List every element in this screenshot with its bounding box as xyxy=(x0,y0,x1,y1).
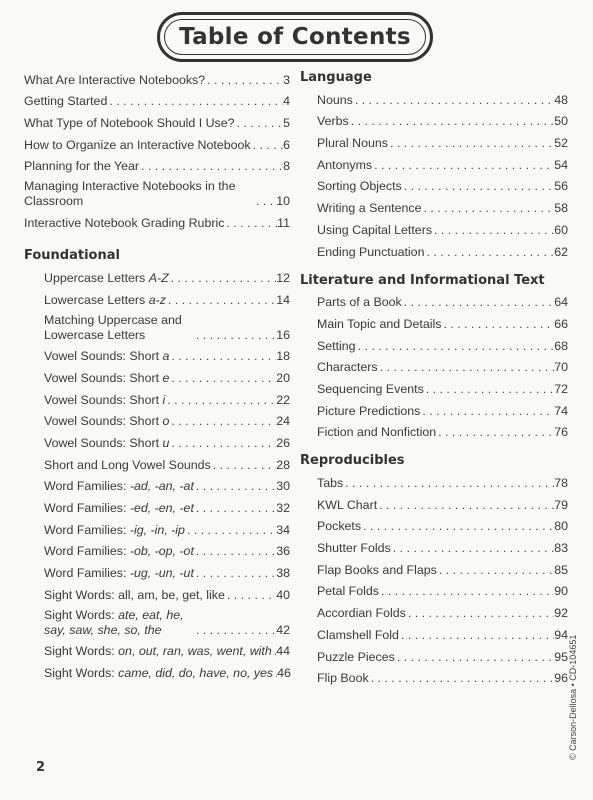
dot-leader xyxy=(169,414,276,429)
toc-page-number: 32 xyxy=(276,501,290,515)
toc-entry-title xyxy=(44,566,194,581)
toc-entry-label: Word Families: xyxy=(44,501,130,515)
toc-entry-label: Sight Words: xyxy=(44,666,119,681)
toc-page-number: 85 xyxy=(554,562,568,577)
toc-entry-italic-words: -ob, -op, -ot xyxy=(129,544,194,559)
toc-entry-title xyxy=(317,360,378,375)
toc-entry-italic-words: -ug, -un, -ut xyxy=(129,566,194,581)
toc-entry xyxy=(300,131,568,153)
toc-entry xyxy=(24,155,290,177)
toc-entry-label: Uppercase Letters xyxy=(44,270,149,285)
toc-entry-title xyxy=(24,179,254,209)
toc-entry-title xyxy=(44,414,169,429)
toc-entry-label: Sight Words: xyxy=(44,644,119,659)
toc-entry xyxy=(300,175,568,197)
toc-entry-italic-words: a-z xyxy=(148,292,166,307)
toc-entry-title xyxy=(317,245,424,260)
toc-entry-label: Plural Nouns xyxy=(317,136,388,151)
toc-entry-label: Antonyms xyxy=(317,157,373,172)
toc-entry xyxy=(24,345,290,367)
toc-page-number: 26 xyxy=(276,435,290,450)
dot-leader xyxy=(406,606,554,621)
toc-page-number: 80 xyxy=(554,519,568,534)
toc-entry-label: Word Families: xyxy=(44,479,130,494)
toc-entry-title xyxy=(44,666,273,681)
dot-leader xyxy=(378,360,555,375)
toc-entry-label: Vowel Sounds: Short xyxy=(44,392,163,407)
toc-entry xyxy=(24,410,290,432)
dot-leader xyxy=(353,93,554,108)
dot-leader xyxy=(194,501,276,516)
toc-entry xyxy=(24,288,290,310)
right-column xyxy=(300,68,568,688)
toc-entry-title xyxy=(317,93,353,108)
toc-entry-title xyxy=(317,404,420,419)
toc-entry xyxy=(24,496,290,518)
toc-entry-title xyxy=(317,541,391,556)
toc-entry-italic-words: e xyxy=(162,370,170,385)
dot-leader xyxy=(424,245,554,260)
toc-entry-label: Picture Predictions xyxy=(317,403,421,418)
toc-entry-title xyxy=(317,563,437,578)
section-heading-language: Language xyxy=(300,70,372,85)
toc-entry-label: Petal Folds xyxy=(317,584,379,599)
toc-entry xyxy=(24,583,290,605)
dot-leader xyxy=(388,136,554,151)
toc-entry-label: Planning for the Year xyxy=(24,159,140,174)
toc-entry xyxy=(300,623,568,645)
toc-page-number: 46 xyxy=(277,666,291,681)
toc-entry-label: Flip Book xyxy=(317,671,369,686)
toc-entry-title xyxy=(24,138,251,153)
toc-entry-title xyxy=(317,317,441,332)
toc-entry xyxy=(24,605,290,640)
toc-entry-title xyxy=(317,650,395,665)
toc-page-number: 52 xyxy=(554,136,568,151)
toc-entry-italic-words: i xyxy=(162,392,166,407)
toc-entry-label: Parts of a Book xyxy=(317,295,402,310)
toc-entry xyxy=(24,640,290,662)
title-banner xyxy=(157,12,433,62)
toc-entry-label: Characters xyxy=(317,360,378,375)
literature-list xyxy=(300,291,568,443)
toc-entry-title xyxy=(44,501,194,516)
toc-entry-label: Vowel Sounds: Short xyxy=(44,370,163,385)
toc-entry xyxy=(300,334,568,356)
toc-page-number: 10 xyxy=(276,194,290,209)
dot-leader xyxy=(194,479,276,494)
dot-leader xyxy=(139,159,283,174)
dot-leader xyxy=(235,116,284,131)
toc-page-number: 76 xyxy=(554,425,568,440)
toc-entry-italic-words: A-Z xyxy=(148,270,169,285)
toc-entry-title xyxy=(24,116,235,131)
toc-entry-title xyxy=(317,201,421,216)
toc-entry xyxy=(24,388,290,410)
toc-entry-label: Fiction and Nonfiction xyxy=(317,425,437,440)
toc-page-number: 5 xyxy=(283,116,290,131)
toc-entry-label: Puzzle Pieces xyxy=(317,649,395,664)
toc-page-number: 58 xyxy=(554,201,568,216)
dot-leader xyxy=(369,671,555,686)
toc-entry xyxy=(24,310,290,345)
toc-entry-italic-words: -ad, -an, -at xyxy=(129,479,194,494)
toc-page-number: 4 xyxy=(283,94,290,109)
toc-entry-title xyxy=(317,606,406,621)
toc-entry-title xyxy=(44,458,211,473)
dot-leader xyxy=(194,623,276,638)
section-heading-foundational: Foundational xyxy=(24,248,120,264)
dot-leader xyxy=(169,371,276,386)
toc-entry xyxy=(300,493,568,515)
toc-entry-title xyxy=(24,216,224,231)
toc-page-number: 83 xyxy=(554,541,568,556)
toc-page-number: 18 xyxy=(276,349,290,364)
toc-entry xyxy=(300,667,568,689)
toc-entry-label: Lowercase Letters xyxy=(44,292,149,307)
dot-leader xyxy=(402,179,554,194)
toc-entry-title xyxy=(317,476,343,491)
toc-entry-label: Setting xyxy=(317,338,356,353)
dot-leader xyxy=(166,293,276,308)
toc-page-number: 36 xyxy=(276,544,290,559)
foundational-list xyxy=(24,266,290,683)
dot-leader xyxy=(391,541,555,556)
toc-entry xyxy=(300,399,568,421)
toc-entry-title xyxy=(44,608,194,638)
toc-entry-title xyxy=(317,223,432,238)
toc-page-number: 34 xyxy=(276,522,290,537)
dot-leader xyxy=(343,476,554,491)
page-number: 2 xyxy=(36,760,46,775)
toc-entry-title xyxy=(317,114,349,129)
toc-entry xyxy=(24,518,290,540)
toc-entry xyxy=(300,421,568,443)
toc-page-number: 54 xyxy=(554,157,568,172)
toc-page-number: 56 xyxy=(554,179,568,194)
toc-entry xyxy=(24,90,290,112)
toc-entry xyxy=(300,356,568,378)
dot-leader xyxy=(437,563,554,578)
toc-entry-title xyxy=(44,313,194,343)
toc-page-number: 44 xyxy=(276,644,290,659)
toc-page-number: 6 xyxy=(283,137,290,152)
toc-entry-label: Word Families: xyxy=(44,566,130,581)
toc-entry-title xyxy=(317,382,424,397)
toc-entry-title xyxy=(24,94,107,109)
toc-entry-label: Tabs xyxy=(317,476,344,490)
toc-page-number: 40 xyxy=(276,587,290,602)
dot-leader xyxy=(424,382,554,397)
toc-entry-label: KWL Chart xyxy=(317,497,378,512)
toc-entry xyxy=(300,601,568,623)
reproducibles-list xyxy=(300,471,568,688)
toc-entry-title xyxy=(317,628,399,643)
toc-entry-label: Shutter Folds xyxy=(317,541,391,556)
toc-entry-title xyxy=(317,179,402,194)
toc-entry-label: Getting Started xyxy=(24,94,108,109)
toc-entry-title xyxy=(317,584,379,599)
dot-leader xyxy=(349,114,555,129)
toc-entry xyxy=(300,153,568,175)
dot-leader xyxy=(402,295,554,310)
toc-entry-title xyxy=(317,339,356,354)
dot-leader xyxy=(421,201,554,216)
toc-entry xyxy=(300,471,568,493)
toc-entry-italic-words: on, out, ran, was, went, with xyxy=(118,644,272,659)
toc-page-number: 38 xyxy=(276,566,290,581)
dot-leader xyxy=(225,588,276,603)
dot-leader xyxy=(205,73,283,88)
toc-entry-title xyxy=(44,371,169,386)
toc-page-number: 16 xyxy=(276,327,290,342)
toc-page-number: 14 xyxy=(276,292,290,307)
section-heading-reproducibles: Reproducibles xyxy=(300,453,405,469)
toc-entry xyxy=(300,536,568,558)
dot-leader xyxy=(379,584,554,599)
toc-entry xyxy=(300,312,568,334)
toc-entry xyxy=(24,133,290,155)
toc-entry xyxy=(24,431,290,453)
toc-entry-label: What Are Interactive Notebooks? xyxy=(24,72,206,87)
toc-entry-label: Nouns xyxy=(317,92,353,107)
toc-entry-italic-words: -ed, -en, -et xyxy=(129,501,194,515)
toc-entry-title xyxy=(317,136,388,151)
toc-entry-label: Sorting Objects xyxy=(317,179,402,194)
toc-entry-title xyxy=(317,158,372,173)
dot-leader xyxy=(185,523,276,538)
section-heading-literature: Literature and Informational Text xyxy=(300,272,545,288)
toc-entry xyxy=(24,366,290,388)
toc-page-number: 22 xyxy=(276,392,290,407)
toc-entry-title xyxy=(317,519,361,534)
dot-leader xyxy=(251,138,283,153)
dot-leader xyxy=(169,349,276,364)
toc-entry-italic-words: a xyxy=(162,349,170,364)
toc-page-number: 60 xyxy=(554,222,568,237)
toc-page-number: 28 xyxy=(276,457,290,472)
toc-entry-italic-words: u xyxy=(162,435,170,450)
toc-entry-label: Vowel Sounds: Short xyxy=(44,435,163,450)
toc-entry-title xyxy=(317,498,377,513)
toc-page-number: 50 xyxy=(554,114,568,129)
dot-leader xyxy=(224,216,277,231)
toc-entry-title xyxy=(44,479,194,494)
toc-entry-label: Sequencing Events xyxy=(317,381,424,396)
toc-entry-title xyxy=(44,271,169,286)
dot-leader xyxy=(194,328,276,343)
toc-entry-label: What Type of Notebook Should I Use? xyxy=(24,116,235,131)
toc-page-number: 79 xyxy=(554,497,568,512)
toc-entry xyxy=(24,266,290,288)
toc-entry-italic-words: ate, eat, he, say, saw, she, so, the xyxy=(44,607,184,637)
toc-entry xyxy=(24,540,290,562)
toc-entry xyxy=(300,196,568,218)
toc-entry-label: Main Topic and Details xyxy=(317,316,442,331)
toc-entry-title xyxy=(44,393,165,408)
dot-leader xyxy=(169,436,276,451)
dot-leader xyxy=(399,628,554,643)
toc-page-number: 90 xyxy=(554,584,568,599)
dot-leader xyxy=(169,271,277,286)
toc-page-number: 30 xyxy=(276,479,290,494)
dot-leader xyxy=(436,425,554,440)
toc-page-number: 24 xyxy=(276,414,290,429)
toc-entry-title xyxy=(44,349,169,364)
toc-page-number: 78 xyxy=(554,476,568,490)
toc-page-number: 11 xyxy=(277,216,290,231)
left-column xyxy=(24,68,290,683)
toc-entry-title xyxy=(44,544,194,559)
dot-leader xyxy=(377,498,554,513)
toc-entry-title xyxy=(317,295,402,310)
toc-entry xyxy=(24,111,290,133)
toc-page-number: 95 xyxy=(554,649,568,664)
toc-entry-label: Flap Books and Flaps xyxy=(317,562,437,577)
toc-entry xyxy=(24,176,290,211)
dot-leader xyxy=(194,544,276,559)
toc-entry xyxy=(300,291,568,313)
toc-entry xyxy=(24,211,290,233)
intro-list xyxy=(24,68,290,233)
toc-entry-italic-words: -ig, -in, -ip xyxy=(129,522,185,537)
toc-page-number: 96 xyxy=(554,671,568,686)
toc-entry-title xyxy=(44,644,272,659)
toc-entry xyxy=(24,453,290,475)
toc-entry-title xyxy=(44,436,169,451)
toc-entry-label: Writing a Sentence xyxy=(317,201,422,216)
toc-entry-label: Sight Words: xyxy=(44,607,119,622)
toc-entry-title xyxy=(44,588,225,603)
toc-entry-label: Word Families: xyxy=(44,522,130,537)
toc-entry xyxy=(300,110,568,132)
toc-page-number: 64 xyxy=(554,295,568,310)
toc-page-number: 3 xyxy=(283,72,290,87)
toc-entry-label: Pockets xyxy=(317,519,362,534)
dot-leader xyxy=(254,194,276,209)
toc-entry xyxy=(300,515,568,537)
toc-entry-title xyxy=(44,293,166,308)
dot-leader xyxy=(361,519,554,534)
toc-entry xyxy=(300,240,568,262)
toc-entry-label: Word Families: xyxy=(44,544,130,559)
dot-leader xyxy=(211,458,276,473)
toc-page-number: 68 xyxy=(554,338,568,353)
toc-page-number: 72 xyxy=(554,381,568,396)
toc-page-number: 66 xyxy=(554,316,568,331)
toc-entry-label: Managing Interactive Notebooks in the Classroom xyxy=(24,179,236,209)
toc-page-number: 8 xyxy=(283,159,290,174)
toc-entry-italic-words: o xyxy=(162,414,170,429)
dot-leader xyxy=(194,566,276,581)
toc-entry xyxy=(24,561,290,583)
toc-page-number: 70 xyxy=(554,360,568,375)
toc-entry-title xyxy=(317,671,369,686)
toc-page-number: 20 xyxy=(276,370,290,385)
toc-entry-title xyxy=(24,159,139,174)
copyright-credit: © Carson-Dellosa • CD-104651 xyxy=(568,634,578,760)
toc-entry-label: Short and Long Vowel Sounds xyxy=(44,457,211,472)
language-list xyxy=(300,88,568,262)
dot-leader xyxy=(420,404,554,419)
toc-entry-italic-words: came, did, do, have, no, yes xyxy=(118,666,274,681)
toc-entry-label: Vowel Sounds: Short xyxy=(44,349,163,364)
toc-entry xyxy=(300,580,568,602)
dot-leader xyxy=(395,650,554,665)
toc-entry xyxy=(24,68,290,90)
toc-page-number: 94 xyxy=(554,627,568,642)
toc-page-number: 92 xyxy=(554,606,568,621)
dot-leader xyxy=(107,94,283,109)
toc-page-number: 12 xyxy=(276,270,290,285)
toc-entry-title xyxy=(24,73,205,88)
toc-entry-label: Ending Punctuation xyxy=(317,244,425,259)
toc-entry-title xyxy=(44,523,185,538)
toc-entry-title xyxy=(317,425,436,440)
toc-entry xyxy=(300,645,568,667)
toc-entry xyxy=(300,88,568,110)
toc-entry-label: Clamshell Fold xyxy=(317,627,399,642)
dot-leader xyxy=(432,223,554,238)
toc-page-number: 74 xyxy=(554,403,568,418)
toc-entry-label: Matching Uppercase and Lowercase Letters xyxy=(44,312,182,342)
dot-leader xyxy=(441,317,554,332)
dot-leader xyxy=(372,158,554,173)
toc-entry xyxy=(300,558,568,580)
toc-entry xyxy=(300,218,568,240)
toc-entry-label: Sight Words: all, am, be, get, like xyxy=(44,587,225,602)
dot-leader xyxy=(356,339,555,354)
toc-entry-label: Using Capital Letters xyxy=(317,222,433,237)
toc-page-number: 42 xyxy=(276,622,290,637)
toc-entry xyxy=(24,475,290,497)
toc-entry-label: Verbs xyxy=(317,114,349,129)
toc-page-number: 62 xyxy=(554,244,568,259)
toc-entry xyxy=(24,661,290,683)
toc-entry-label: Accordian Folds xyxy=(317,606,406,621)
toc-entry-label: Interactive Notebook Grading Rubric xyxy=(24,216,225,231)
toc-page-number: 48 xyxy=(554,92,568,107)
toc-entry-label: Vowel Sounds: Short xyxy=(44,414,163,429)
page-title: Table of Contents xyxy=(179,24,411,50)
dot-leader xyxy=(165,393,276,408)
toc-entry-label: How to Organize an Interactive Notebook xyxy=(24,137,251,152)
toc-entry xyxy=(300,377,568,399)
